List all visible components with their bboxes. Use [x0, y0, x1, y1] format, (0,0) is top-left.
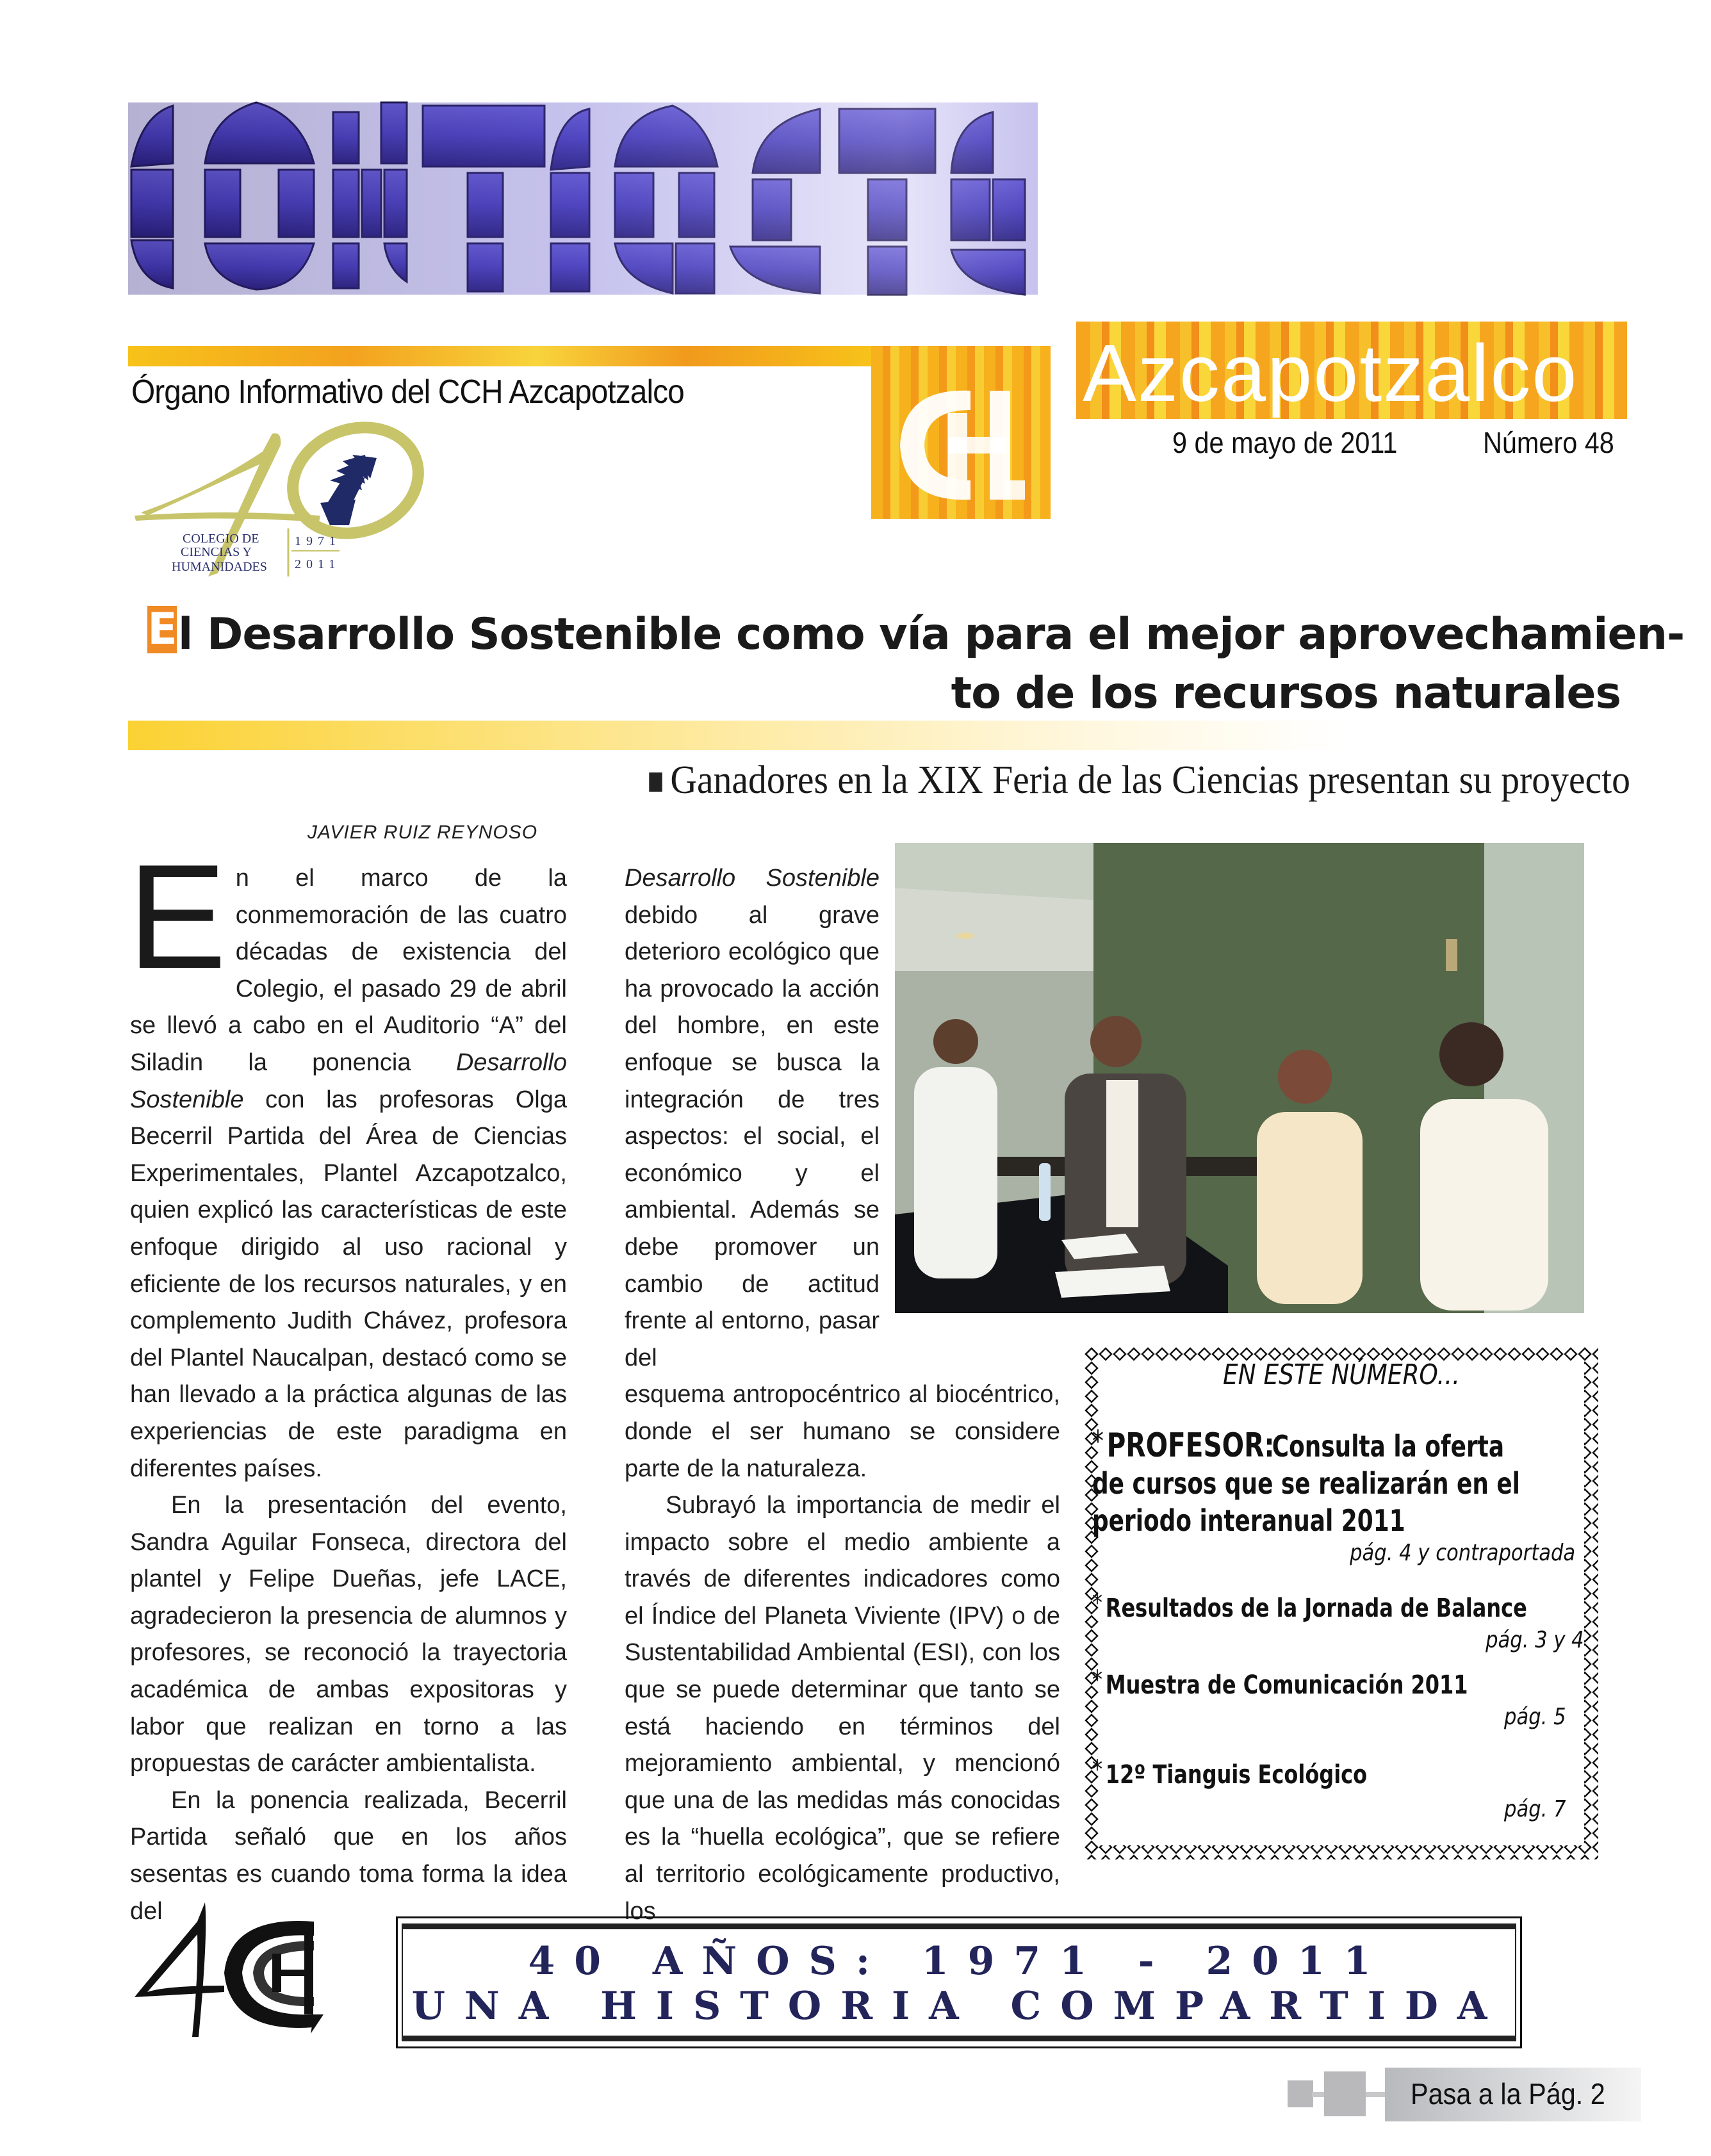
- issue-item-2-page: pág. 3 y 4: [1486, 1627, 1584, 1653]
- issue-item-3-page: pág. 5: [1504, 1704, 1566, 1730]
- col1-text-cont: con las profesoras Olga Becerril Partida del Área de Ciencias Experimentales, Plantel Azcapotzalco, quien explicó las características de este enfoque dirigido al uso racional y eficiente de los recursos naturales, y en complemento Judith Chávez, profesora del Plantel Naucalpan, destacó como se han llevado a la práctica algunas de las experiencias de este paradigma en diferentes países.: [130, 1086, 567, 1482]
- event-photo: [895, 843, 1584, 1313]
- issue-number: Número 48: [1483, 426, 1614, 459]
- header-accent-bar: [128, 346, 871, 366]
- connector-square-icon: [1324, 2071, 1366, 2116]
- headline-line2: to de los recursos naturales: [951, 668, 1621, 719]
- headline-rule: [128, 721, 1345, 750]
- 4cch-logo: [128, 1896, 384, 2043]
- col1-text: n el marco de la conmemoración de las cuatro décadas de existencia del Colegio, el pasado 29 de abril se llevó a cabo en el Auditorio “A” del Siladin la ponencia: [130, 865, 567, 1076]
- edition-name: Azcapotzalco: [1083, 328, 1578, 418]
- headline-line1: l Desarrollo Sostenible como vía para el mejor aprovechamien-: [178, 609, 1685, 660]
- article-subhead: [588, 757, 1631, 803]
- issue-item-2[interactable]: * Resultados de la Jornada de Balance: [1092, 1588, 1527, 1623]
- connector-square-icon: [1288, 2080, 1313, 2107]
- square-bullet-icon: [649, 772, 662, 792]
- logo-line3: HUMANIDADES: [172, 560, 267, 574]
- issue-item-1[interactable]: *PROFESOR: Consulta la oferta de cursos que se realizarán en el periodo interanual 2011: [1092, 1423, 1552, 1539]
- article-headline: [147, 604, 1685, 723]
- anniversary-banner: [396, 1916, 1522, 2048]
- logo-line1: COLEGIO DE: [183, 532, 259, 546]
- col2-text-wide: esquema antropocéntrico al biocéntrico, donde el ser humano se considere parte de la naturaleza.: [625, 1381, 1060, 1482]
- masthead-logo: [128, 90, 1633, 295]
- issue-item-1-text: Consulta la oferta de cursos que se realizarán en el periodo interanual 2011: [1092, 1429, 1520, 1538]
- logo-line2: CIENCIAS Y: [181, 545, 252, 559]
- article-column-1: [127, 834, 567, 1925]
- subhead-text: Ganadores en la XIX Feria de las Ciencias presentan su proyecto: [670, 758, 1630, 802]
- banner-line-2: UNA HISTORIA COMPARTIDA: [411, 1984, 1507, 2029]
- continue-label: Pasa a la Pág. 2: [1411, 2077, 1605, 2111]
- continue-tab: [1385, 2068, 1641, 2121]
- logo-year-start: 1971: [295, 534, 341, 548]
- issue-date: 9 de mayo de 2011: [1172, 426, 1398, 459]
- col2-text-narrow: debido al grave deterioro ecológico que ha provocado la acción del hombre, en este enfoque se busca la integración de tres aspectos: el social, el económico y el ambiental. Además se debe promover un cambio de actitud frente al entorno, pasar del: [625, 901, 880, 1371]
- banner-line-1: 40 AÑOS: 1971 - 2011: [528, 1939, 1390, 1984]
- continue-to-page[interactable]: [1288, 2068, 1640, 2121]
- issue-item-4[interactable]: * 12º Tianguis Ecológico: [1092, 1755, 1368, 1790]
- col1-italic: Desarrollo Sostenible: [130, 1049, 567, 1113]
- cch-logo: [887, 378, 1035, 512]
- byline: JAVIER RUIZ REYNOSO: [307, 822, 538, 843]
- publication-subtitle: Órgano Informativo del CCH Azcapotzalco: [131, 373, 684, 411]
- in-this-issue-title: EN ESTE NÚMERO...: [1222, 1359, 1461, 1391]
- col1-paragraph-3: En la ponencia realizada, Becerril Partida señaló que en los años sesentas es cuando toma forma la idea del: [130, 1786, 567, 1925]
- issue-item-4-page: pág. 7: [1504, 1796, 1566, 1822]
- headline-drop-letter: E: [147, 604, 177, 655]
- col1-paragraph-2: En la presentación del evento, Sandra Aguilar Fonseca, directora del plantel y Felipe Dueñas, jefe LACE, agradecieron la presencia de alumnos y profesores, se reconoció la trayectoria académica de ambas expositoras y labor que realizan en torno a las propuestas de carácter ambientalista.: [130, 1492, 567, 1777]
- drop-cap: E: [127, 834, 227, 1000]
- in-this-issue-box: [1085, 1347, 1598, 1859]
- issue-item-3[interactable]: * Muestra de Comunicación 2011: [1092, 1665, 1468, 1700]
- logo-year-end: 2011: [295, 557, 341, 571]
- anniversary-40-logo: [128, 420, 429, 586]
- col2-paragraph-2: Subrayó la importancia de medir el impacto sobre el medio ambiente a través de diferentes indicadores como el Índice del Planeta Viviente (IPV) o de Sustentabilidad Ambiental (ESI), con los que se puede determinar que tanto se está haciendo en términos del mejoramiento ambiental, y mencionó que una de las medidas más conocidas es la “huella ecológica”, que se refiere al territorio ecológicamente productivo, los: [625, 1492, 1060, 1925]
- col2-italic: Desarrollo Sostenible: [625, 865, 880, 892]
- issue-item-1-lead: PROFESOR:: [1106, 1426, 1275, 1465]
- issue-item-1-page: pág. 4 y contraportada: [1349, 1540, 1575, 1566]
